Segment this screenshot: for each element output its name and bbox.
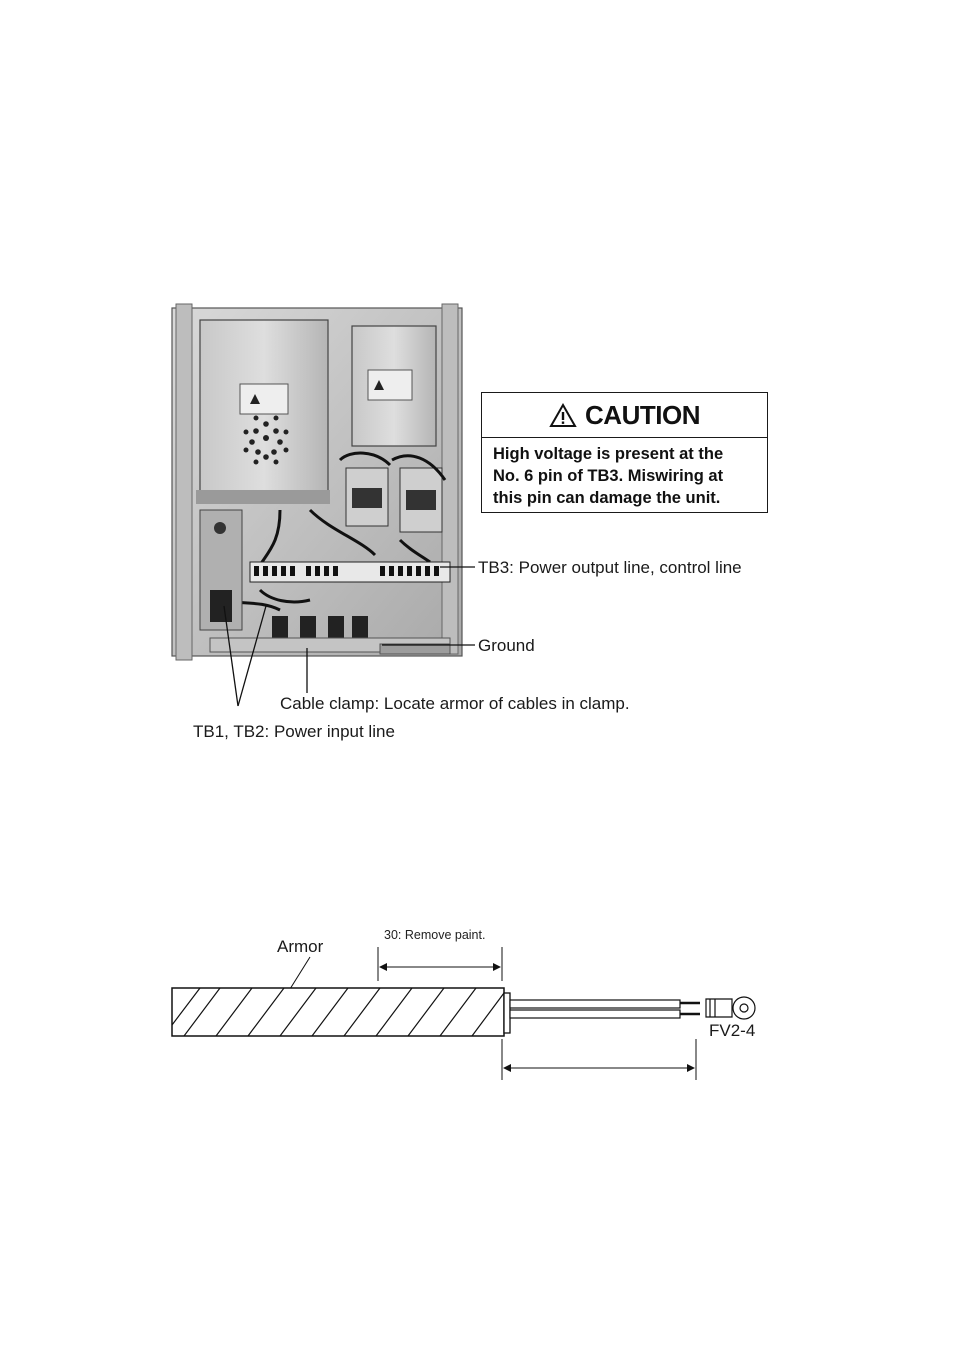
tb3-callout: TB3: Power output line, control line [478,558,742,577]
caution-header [482,393,767,438]
caution-title: CAUTION [585,399,700,430]
caution-text [482,438,767,509]
caution-line-3: this pin can damage the unit. [493,489,721,507]
armor-label: Armor [277,937,324,956]
terminal-label: FV2-4 [709,1021,756,1040]
ground-callout: Ground [478,636,535,655]
cable-diagram [160,925,780,1095]
caution-box [481,392,768,513]
cable-clamp-callout: Cable clamp: Locate armor of cables in clamp. [280,694,630,713]
caution-line-2: No. 6 pin of TB3. Miswiring at [493,467,724,485]
tb1-tb2-callout: TB1, TB2: Power input line [193,722,395,741]
warning-triangle-icon [549,403,577,428]
caution-line-1: High voltage is present at the [493,445,724,463]
remove-paint-label: 30: Remove paint. [384,928,486,942]
ring-terminal-icon [706,997,755,1019]
